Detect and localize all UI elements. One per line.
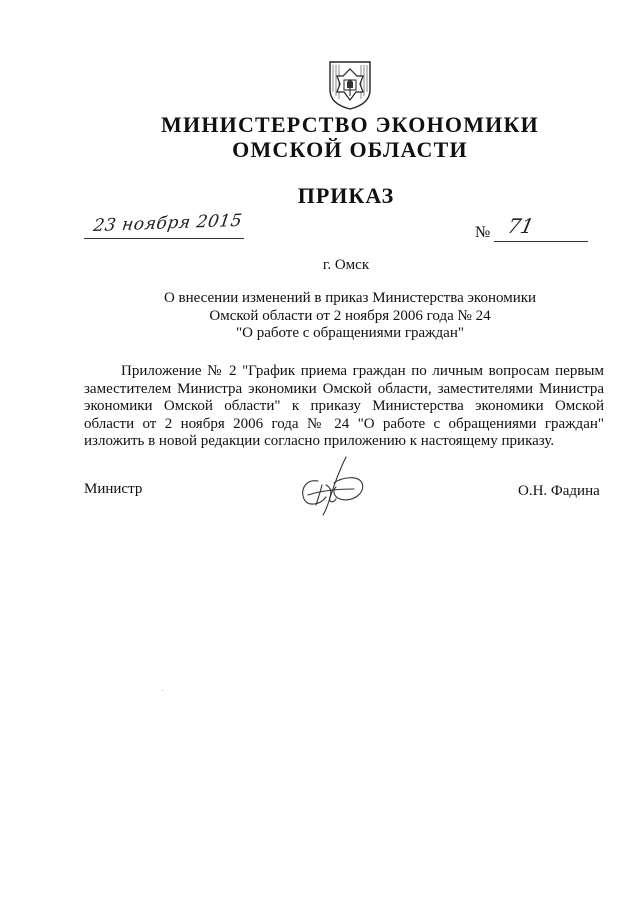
body-line: Приложение № 2 "График приема граждан по личным вопросам первым [121, 363, 604, 379]
ministry-name-line2: ОМСКОЙ ОБЛАСТИ [232, 137, 468, 162]
order-number-label: № [475, 224, 491, 241]
body-line: области от 2 ноября 2006 года № 24 "О работе с обращениями граждан" [84, 415, 604, 432]
date-underline [84, 238, 244, 239]
body-line: экономики Омской области" к приказу Министерства экономики Омской [84, 398, 604, 414]
document-type-title: ПРИКАЗ [297, 183, 395, 208]
order-body-paragraph [84, 363, 604, 451]
coat-of-arms-icon [327, 60, 373, 110]
order-number-handwritten: 71 [505, 214, 537, 238]
body-line: изложить в новой редакции согласно приложению к настоящему приказу. [84, 433, 555, 449]
scan-speck [162, 690, 163, 691]
order-date-handwritten: 23 ноября 2015 [92, 210, 244, 236]
signatory-name: О.Н. Фадина [518, 483, 600, 499]
subject-line: Омской области от 2 ноября 2006 года № 24 [209, 307, 491, 324]
order-subject [0, 290, 640, 343]
ministry-name-line1: МИНИСТЕРСТВО ЭКОНОМИКИ [161, 112, 539, 137]
number-underline [494, 241, 588, 242]
subject-line: О внесении изменений в приказ Министерства экономики [163, 290, 537, 306]
signatory-title: Министр [84, 481, 143, 497]
body-line: заместителем Министра экономики Омской области, заместителями Министра [84, 380, 604, 397]
signature-mark [296, 455, 370, 517]
subject-line: "О работе с обращениями граждан" [235, 325, 464, 341]
city-line: г. Омск [322, 257, 370, 273]
